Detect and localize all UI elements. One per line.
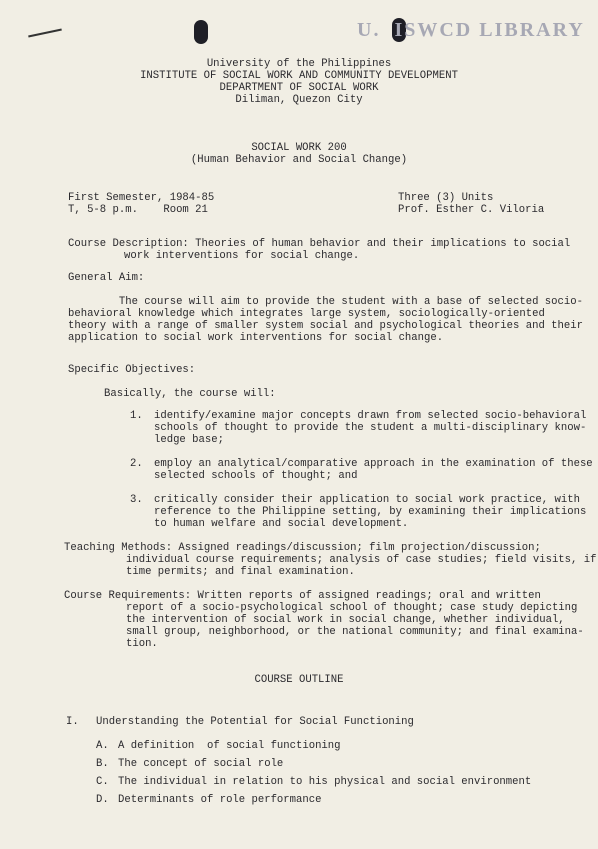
objective-line: to human welfare and social development. (154, 518, 409, 530)
course-description-label: Course Description: (68, 238, 189, 250)
objective-line: critically consider their application to social work practice, with (154, 494, 580, 506)
outline-item-letter: D. (96, 794, 109, 806)
objective-line: selected schools of thought; and (154, 470, 358, 482)
outline-item-letter: B. (96, 758, 109, 770)
outline-item-text: Determinants of role performance (118, 794, 322, 806)
course-requirements-line: the intervention of social work in social change, whether individual, (126, 614, 565, 626)
outline-item-text: The individual in relation to his physical and social environment (118, 776, 532, 788)
objective-line: schools of thought to provide the student a multi-disciplinary know- (154, 422, 587, 434)
teaching-methods (64, 542, 541, 554)
general-aim-line: application to social work interventions for social change. (68, 332, 444, 344)
outline-item-letter: A. (96, 740, 109, 752)
teaching-methods-line: time permits; and final examination. (126, 566, 355, 578)
teaching-methods-line: individual course requirements; analysis of case studies; field visits, if (126, 554, 597, 566)
general-aim-line: theory with a range of smaller system social and psychological theories and their (68, 320, 583, 332)
specific-objectives-label: Specific Objectives: (68, 364, 196, 376)
outline-section-number: I. (66, 716, 79, 728)
units: Three (3) Units (398, 192, 494, 204)
semester: First Semester, 1984-85 (68, 192, 215, 204)
course-requirements (64, 590, 541, 602)
schedule: T, 5-8 p.m. Room 21 (68, 204, 208, 216)
general-aim-line: behavioral knowledge which integrates large system, sociologically-oriented (68, 308, 545, 320)
objective-number: 3. (130, 494, 143, 506)
course-description (68, 238, 570, 250)
objective-line: identify/examine major concepts drawn from selected socio-behavioral (154, 410, 587, 422)
course-requirements-line1: Written reports of assigned readings; oral and written (191, 590, 541, 602)
outline-item-text: The concept of social role (118, 758, 284, 770)
teaching-methods-line1: Assigned readings/discussion; film projection/discussion; (172, 542, 541, 554)
course-requirements-line: report of a socio-psychological school of thought; case study depicting (126, 602, 578, 614)
course-description-line2: work interventions for social change. (124, 250, 360, 262)
outline-item-text: A definition of social functioning (118, 740, 341, 752)
library-stamp: U. ISWCD LIBRARY (357, 19, 585, 41)
objective-number: 2. (130, 458, 143, 470)
objective-line: employ an analytical/comparative approach in the examination of these (154, 458, 593, 470)
course-requirements-line: tion. (126, 638, 158, 650)
objective-line: ledge base; (154, 434, 224, 446)
teaching-methods-label: Teaching Methods: (64, 542, 173, 554)
course-outline-heading: COURSE OUTLINE (254, 674, 344, 686)
outline-item-letter: C. (96, 776, 109, 788)
professor: Prof. Esther C. Viloria (398, 204, 545, 216)
course-title: (Human Behavior and Social Change) (190, 154, 408, 166)
outline-section-title: Understanding the Potential for Social Functioning (96, 716, 414, 728)
objective-line: reference to the Philippine setting, by examining their implications (154, 506, 587, 518)
pen-mark (28, 28, 62, 37)
course-requirements-line: small group, neighborhood, or the national community; and final examina- (126, 626, 584, 638)
course-code: SOCIAL WORK 200 (251, 142, 347, 154)
specific-objectives-intro: Basically, the course will: (104, 388, 276, 400)
location: Diliman, Quezon City (235, 94, 363, 106)
objective-number: 1. (130, 410, 143, 422)
institute-name: INSTITUTE OF SOCIAL WORK AND COMMUNITY DEVELOPMENT (140, 70, 458, 82)
general-aim-label: General Aim: (68, 272, 145, 284)
course-requirements-label: Course Requirements: (64, 590, 192, 602)
course-description-line1: Theories of human behavior and their implications to social (188, 238, 571, 250)
department-name: DEPARTMENT OF SOCIAL WORK (219, 82, 379, 94)
punch-hole-left (194, 20, 208, 44)
general-aim-line: The course will aim to provide the student with a base of selected socio- (68, 296, 583, 308)
university-name: University of the Philippines (206, 58, 392, 70)
